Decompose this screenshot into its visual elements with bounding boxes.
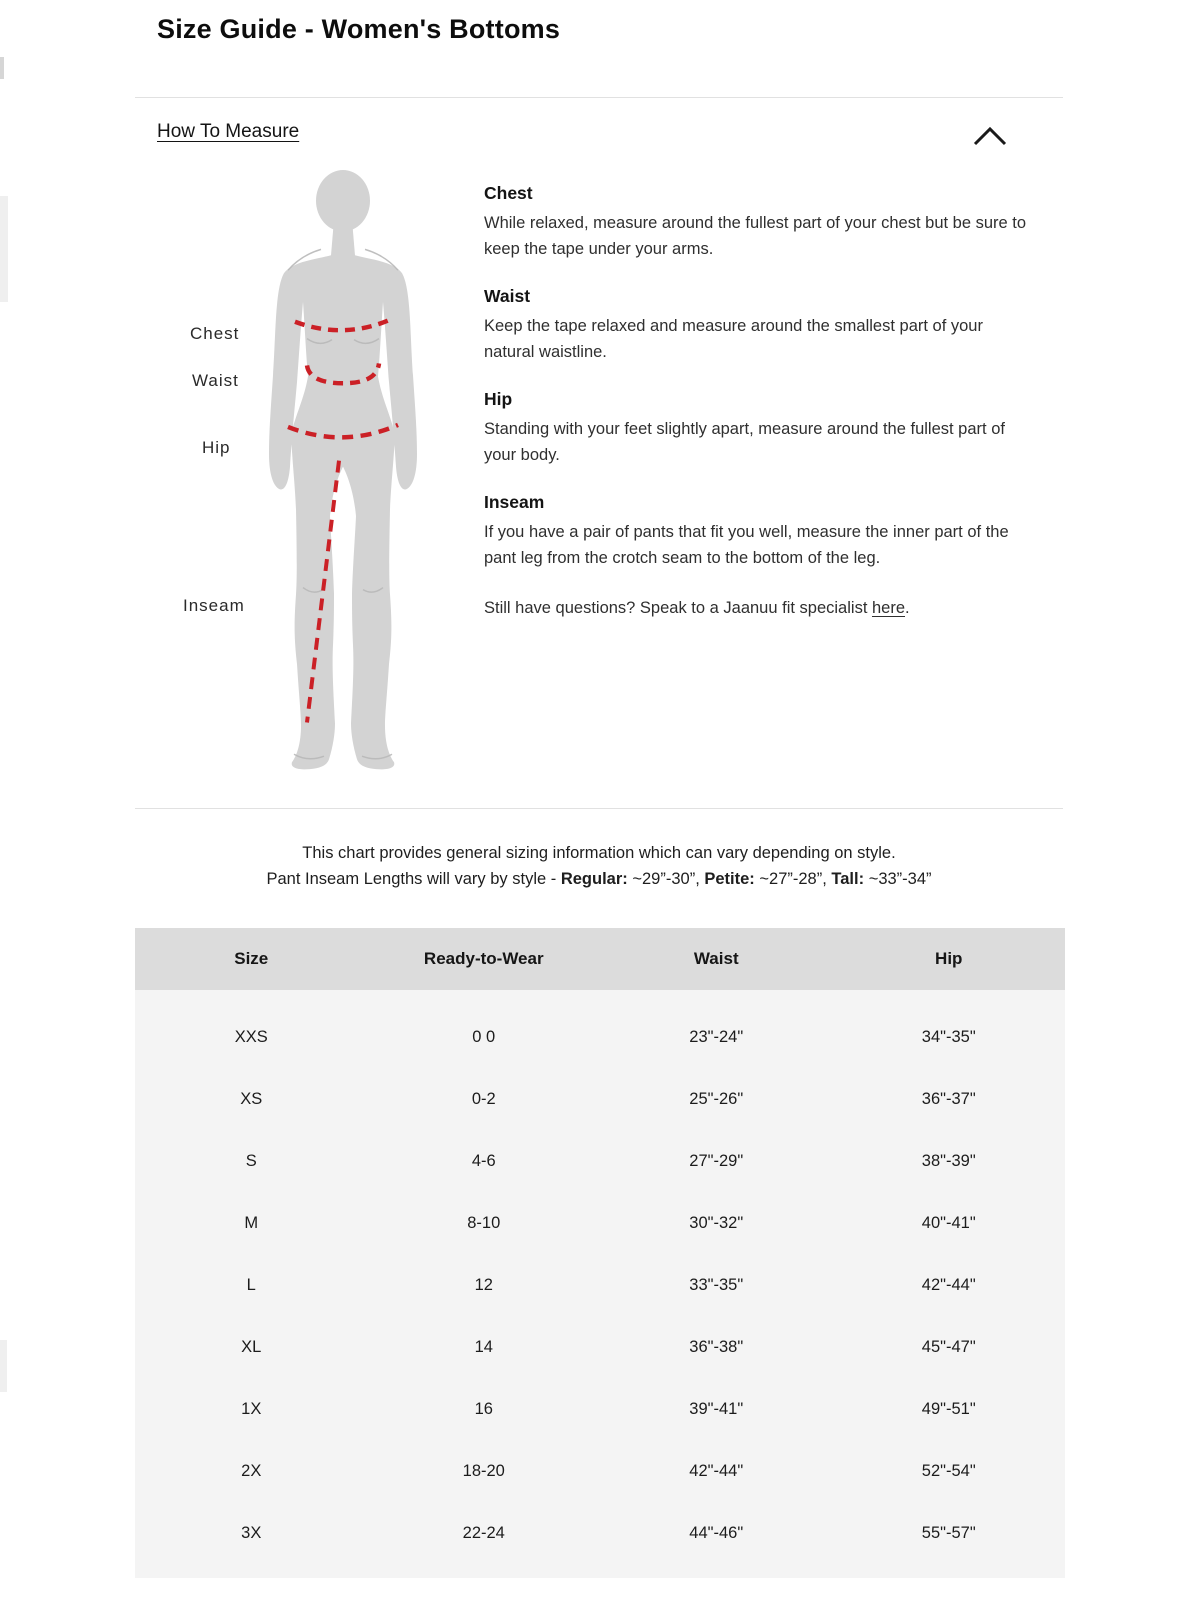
inseam-heading: Inseam bbox=[484, 492, 545, 512]
how-to-measure-toggle[interactable]: How To Measure bbox=[157, 121, 300, 142]
chevron-up-icon bbox=[970, 122, 1010, 154]
cell-rtw: 12 bbox=[474, 1275, 493, 1294]
cell-rtw: 14 bbox=[474, 1337, 493, 1356]
cell-rtw: 22-24 bbox=[462, 1523, 505, 1542]
fit-specialist-note: Still have questions? Speak to a Jaanuu fit specialist here. bbox=[484, 599, 910, 617]
chart-note-line1: This chart provides general sizing information which can vary depending on style. bbox=[302, 844, 896, 862]
measure-instructions bbox=[484, 183, 1029, 621]
chart-note-line2: Pant Inseam Lengths will vary by style - Regular: ~29”-30”, Petite: ~27”-28”, Tall: ~33”-34” bbox=[266, 870, 932, 888]
cell-waist: 44"-46" bbox=[689, 1523, 744, 1542]
page-edge-artifact bbox=[0, 57, 4, 79]
table-row bbox=[135, 1502, 1065, 1564]
hip-instructions: Standing with your feet slightly apart, measure around the fullest part of your body. bbox=[484, 420, 1005, 464]
table-row bbox=[135, 1192, 1065, 1254]
cell-waist: 42"-44" bbox=[689, 1461, 744, 1480]
figure-label-inseam: Inseam bbox=[183, 596, 245, 615]
figure-label-chest: Chest bbox=[190, 324, 240, 343]
table-row bbox=[135, 1316, 1065, 1378]
cell-hip: 38"-39" bbox=[921, 1151, 976, 1170]
cell-waist: 33"-35" bbox=[689, 1275, 744, 1294]
cell-size: L bbox=[246, 1275, 256, 1294]
cell-rtw: 0-2 bbox=[471, 1089, 496, 1108]
cell-waist: 36"-38" bbox=[689, 1337, 744, 1356]
table-row bbox=[135, 1254, 1065, 1316]
table-body bbox=[135, 990, 1065, 1578]
figure-label-hip: Hip bbox=[202, 438, 231, 457]
waist-instructions: Keep the tape relaxed and measure around the smallest part of your natural waistline. bbox=[484, 317, 983, 361]
fit-specialist-link[interactable]: here bbox=[871, 599, 906, 617]
page-edge-artifact bbox=[0, 1340, 7, 1392]
collapse-section-button[interactable] bbox=[970, 122, 1010, 154]
cell-rtw: 0 0 bbox=[472, 1027, 496, 1046]
figure-body bbox=[269, 220, 417, 770]
cell-waist: 23"-24" bbox=[689, 1027, 744, 1046]
table-row bbox=[135, 1130, 1065, 1192]
body-measurement-diagram bbox=[263, 170, 423, 785]
table-header-row bbox=[135, 928, 1065, 990]
cell-size: XXS bbox=[234, 1027, 268, 1046]
cell-hip: 45"-47" bbox=[921, 1337, 976, 1356]
cell-size: S bbox=[245, 1151, 257, 1170]
table-row bbox=[135, 1006, 1065, 1068]
sizing-chart-note bbox=[135, 840, 1063, 892]
page-title: Size Guide - Women's Bottoms bbox=[157, 14, 561, 44]
chest-heading: Chest bbox=[484, 183, 533, 203]
fit-note-text: Still have questions? Speak to a Jaanuu fit specialist bbox=[484, 599, 872, 617]
column-header-ready-to-wear: Ready-to-Wear bbox=[423, 949, 544, 968]
divider bbox=[135, 808, 1063, 809]
cell-hip: 52"-54" bbox=[921, 1461, 976, 1480]
cell-rtw: 4-6 bbox=[471, 1151, 496, 1170]
table-row bbox=[135, 1378, 1065, 1440]
cell-waist: 25"-26" bbox=[689, 1089, 744, 1108]
waist-heading: Waist bbox=[484, 286, 531, 306]
cell-rtw: 16 bbox=[474, 1399, 493, 1418]
table-row bbox=[135, 1440, 1065, 1502]
cell-hip: 34"-35" bbox=[921, 1027, 976, 1046]
cell-rtw: 18-20 bbox=[462, 1461, 505, 1480]
cell-size: 1X bbox=[241, 1399, 262, 1418]
page-edge-artifact bbox=[0, 196, 8, 302]
cell-waist: 39"-41" bbox=[689, 1399, 744, 1418]
table-row bbox=[135, 1068, 1065, 1130]
cell-rtw: 8-10 bbox=[467, 1213, 501, 1232]
cell-hip: 42"-44" bbox=[921, 1275, 976, 1294]
cell-size: M bbox=[244, 1213, 259, 1232]
chest-instructions: While relaxed, measure around the fullest part of your chest but be sure to keep the tape under your arms. bbox=[484, 214, 1027, 258]
inseam-instructions: If you have a pair of pants that fit you well, measure the inner part of the pant leg from the crotch seam to the bottom of the leg. bbox=[484, 523, 1009, 567]
cell-size: 2X bbox=[241, 1461, 262, 1480]
divider bbox=[135, 97, 1063, 98]
cell-waist: 27"-29" bbox=[689, 1151, 744, 1170]
column-header-size: Size bbox=[234, 949, 269, 968]
cell-size: XS bbox=[240, 1089, 263, 1108]
cell-size: XL bbox=[241, 1337, 262, 1356]
figure-label-waist: Waist bbox=[192, 371, 239, 390]
cell-hip: 40"-41" bbox=[921, 1213, 976, 1232]
column-header-hip: Hip bbox=[935, 949, 963, 968]
cell-hip: 55"-57" bbox=[921, 1523, 976, 1542]
cell-waist: 30"-32" bbox=[689, 1213, 744, 1232]
column-header-waist: Waist bbox=[693, 949, 739, 968]
cell-hip: 36"-37" bbox=[921, 1089, 976, 1108]
hip-heading: Hip bbox=[484, 389, 513, 409]
cell-size: 3X bbox=[241, 1523, 262, 1542]
cell-hip: 49"-51" bbox=[921, 1399, 976, 1418]
size-chart-table bbox=[135, 928, 1065, 1578]
